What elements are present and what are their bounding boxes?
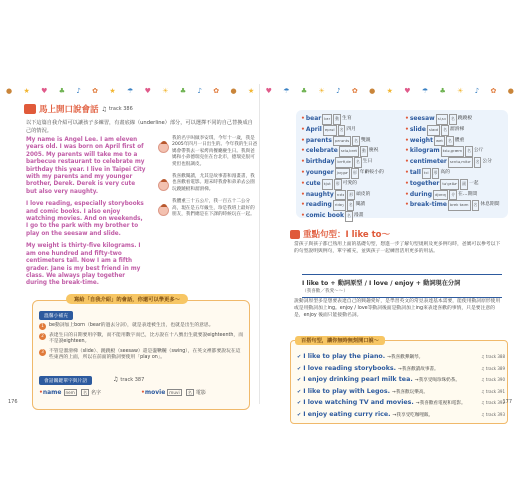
- vocab-chinese: 四月: [346, 126, 356, 132]
- intro-text: 以下這篇自我介紹可以讓孩子多練習，有畫底線（underline）部分，可以選擇不同的自己替換成自己的情況。: [26, 120, 253, 134]
- track-label: track 388: [485, 354, 505, 359]
- vocab-english: naughty: [305, 190, 334, 198]
- vocab-pos: 動: [360, 146, 368, 157]
- music-icon: ♪: [474, 87, 480, 95]
- tip-text: 不管是溜滑梯（slide）、蹺蹺板（seesaw）還是盪鞦韆（swing），在英文裡都要說玩在這些東西的上面，所以在前面的動詞要使用「play on」。: [49, 348, 241, 361]
- audio-track[interactable]: [481, 377, 505, 382]
- practice-sentence: [297, 399, 505, 406]
- checkmark-icon: ✔: [297, 377, 302, 383]
- pattern-heading: [290, 228, 390, 240]
- vocab-item: [301, 179, 399, 190]
- headphones-icon: ♫: [481, 354, 486, 359]
- vocab-phonetic: sɛntəˌmitɚ: [448, 157, 473, 168]
- audio-track[interactable]: [481, 400, 505, 405]
- bullet-icon: •: [301, 136, 305, 144]
- vocab-item: [301, 136, 399, 147]
- vocab-item: [301, 125, 399, 136]
- practice-sentence: [297, 411, 505, 418]
- bullet-icon: •: [301, 158, 305, 166]
- track-label: track 387: [120, 376, 145, 383]
- star-icon: ★: [386, 87, 393, 95]
- bullet-icon: •: [301, 179, 305, 187]
- vocab-item: [405, 146, 503, 157]
- girl-avatar-icon: [158, 142, 169, 153]
- vocab-pos: 形: [432, 168, 440, 179]
- vocab-item: [301, 211, 399, 222]
- page-gutter: [259, 84, 260, 404]
- vocab-phonetic: ridɪŋ: [333, 200, 346, 211]
- vocab-chinese: 漫畫: [353, 213, 364, 219]
- track-label: track 390: [485, 377, 505, 382]
- headphones-icon: ♫: [481, 388, 486, 394]
- track-label: track 389: [485, 365, 505, 371]
- vocab-item: [301, 200, 399, 211]
- vocab-item: [405, 168, 503, 179]
- music-icon: ♪: [197, 87, 202, 95]
- vocab-phonetic: kɪləˌgræm: [441, 146, 464, 157]
- umbrella-icon: ☂: [421, 87, 429, 95]
- bullet-icon: •: [405, 115, 409, 122]
- audio-track[interactable]: [481, 412, 505, 417]
- flag-icon: [24, 104, 36, 114]
- vocab-pos: 介: [449, 190, 457, 201]
- story-translation: [158, 136, 258, 224]
- vocab-phonetic: təˈgɛðɚ: [440, 179, 459, 190]
- bullet-icon: •: [301, 201, 305, 209]
- umbrella-icon: ☂: [283, 87, 290, 95]
- vocab-phonetic: tɔl: [422, 168, 431, 179]
- sentence-chinese: →我喜歡讀故事書。: [398, 366, 439, 372]
- bullet-icon: •: [301, 168, 305, 176]
- vocab-english: seesaw: [409, 115, 435, 122]
- practice-banner: 百搭句型，讓你無時無刻開口說～: [295, 336, 385, 345]
- vocab-item: [301, 168, 399, 179]
- audio-track[interactable]: [102, 106, 133, 113]
- vocab-item: [405, 157, 503, 168]
- vocab-phonetic: brek taɪm: [448, 200, 471, 211]
- vocab-chinese: 在…期間: [458, 191, 478, 197]
- pattern-note: 說動詞原型多是想要表達自己的興趣愛好，是學習英文的常見表達基本需要，能使用動詞原形使用或是用動詞加上ing。enjoy / love等動詞後面是動詞加上ing來表達喜歡的事情，只是要注意的是，enjoy 後面只能接動名詞。: [294, 299, 501, 318]
- bear-icon: ●: [6, 87, 13, 95]
- sentence-english: I like to play the piano.: [303, 353, 386, 360]
- vocab-phonetic: bɝθˌde: [335, 157, 352, 168]
- sentence-english: I enjoy eating curry rice.: [303, 410, 391, 418]
- vocab-phonetic: pɛrənts: [333, 136, 351, 147]
- vocab-chinese: 生日: [362, 159, 373, 165]
- audio-track[interactable]: [481, 354, 505, 359]
- track-label: track 392: [485, 400, 505, 405]
- music-icon: ♪: [76, 87, 81, 95]
- vocab-chinese: 頑皮的: [355, 191, 371, 197]
- page-number: 177: [502, 399, 512, 405]
- vocab-item: [405, 136, 503, 147]
- audio-track[interactable]: [113, 376, 144, 383]
- tip-text: be動詞加上born（bear的過去分詞），就是表達被生出，也就是出生的意思。: [49, 323, 214, 328]
- vocab-english: reading: [305, 201, 332, 209]
- practice-sentence: [297, 388, 505, 395]
- formula-sub: （我喜歡／我愛～～）: [302, 289, 348, 294]
- tip-item: [39, 323, 244, 330]
- vocab-chinese: 生育: [342, 116, 352, 121]
- vocab-english: bear: [305, 115, 322, 122]
- headphones-icon: ♫: [481, 365, 486, 371]
- sentence-english: I like to play with Legos.: [303, 387, 391, 395]
- vocab-english: parents: [305, 136, 332, 144]
- vocab-chinese: 慶祝: [368, 148, 379, 154]
- bullet-icon: •: [405, 190, 409, 198]
- headphones-icon: ♫: [101, 105, 107, 113]
- sentence-chinese: →我喜歡玩樂高。: [392, 389, 429, 395]
- vocab-row: [39, 389, 206, 396]
- vocab-chinese: 體重: [454, 137, 465, 143]
- vocab-english: celebrate: [305, 147, 338, 155]
- page-number: 176: [8, 399, 18, 405]
- leaf-icon: ♣: [439, 87, 446, 95]
- bullet-icon: •: [405, 201, 409, 209]
- formula-box: [302, 274, 502, 298]
- practice-sentence: [297, 353, 505, 360]
- vocab-chinese: 蹺蹺板: [457, 116, 473, 121]
- number-badge: 1: [39, 323, 46, 330]
- tips-list: [39, 323, 244, 365]
- heart-icon: ♥: [41, 87, 48, 95]
- bullet-icon: •: [405, 136, 409, 144]
- vocab-phonetic: siˌsɔ: [436, 114, 448, 125]
- vocab-phonetic: eprəl: [323, 125, 337, 136]
- sun-icon: ☀: [162, 87, 169, 95]
- vocab-pos: 名: [352, 136, 360, 147]
- number-badge: 2: [39, 333, 46, 340]
- section-title: 馬上開口說會話: [39, 105, 99, 115]
- number-badge: 3: [39, 349, 46, 356]
- sun-icon: ☀: [318, 87, 325, 95]
- translation-text: 我體重三十五公斤，我一百五十二公分高，現在是五年級生，珍是我班上最好的朋友，我們總是在下課的時候玩在一起。: [172, 199, 255, 218]
- vocab-english: centimeter: [409, 158, 447, 166]
- heart-icon: ♥: [144, 87, 151, 95]
- translation-text: 我的名字叫做李安琪，今年十一歲，我是2005年四月一日出生的。今年我的生日爸媽會帶我去一家烤肉餐廳慶生日。我與爸媽和小弟德瑞克住在台北市，德瑞克很可愛但也很調皮。: [172, 136, 258, 167]
- bullet-icon: •: [405, 125, 409, 133]
- translation-paragraph: [158, 199, 258, 218]
- vocab-pos: 名: [465, 146, 473, 157]
- vocab-pos: 名: [354, 157, 362, 168]
- pattern-title: 重點句型：I like to～: [303, 230, 391, 240]
- checkmark-icon: ✔: [297, 354, 302, 360]
- tip-item: [39, 333, 244, 346]
- section-heading: [24, 103, 133, 115]
- girl-avatar-icon: [158, 180, 169, 191]
- tip-text: 表達生日的日期要用序數，而不能用數字而已，比方說在十八號出生就要說eighteenth，而不是說eighteen。: [49, 333, 244, 345]
- tip-item: [39, 349, 244, 362]
- vocab-phonetic: jʌŋgɚ: [335, 168, 350, 179]
- formula-main: I like to + 動詞原型 / I love / enjoy + 動詞現在分詞: [302, 280, 461, 287]
- vocab-phonetic: sɛləˌbret: [339, 146, 359, 157]
- vocab-pos: 名: [446, 136, 454, 147]
- vocab-pos: 名: [345, 211, 353, 222]
- vocab-label: 會話關鍵單字與片語: [39, 376, 92, 385]
- story-paragraph: My name is Angel Lee. I am eleven years old. I was born on April first of 2005. My parents will take me to a barbecue restaurant to celebrate my birthday this year. I live in Taipei City with my parents and my younger brother, Derek. Derek is very cute but also very naughty.: [26, 137, 146, 195]
- vocab-chinese: 雙親: [360, 137, 371, 143]
- heart-icon: ♥: [404, 87, 411, 95]
- vocab-item: [405, 200, 503, 211]
- checkmark-icon: ✔: [297, 365, 302, 372]
- leaf-icon: ♣: [300, 87, 308, 95]
- tips-box: [32, 300, 250, 410]
- translation-paragraph: [158, 174, 258, 193]
- vocab-english: younger: [305, 168, 334, 176]
- vocab-pos: 形: [351, 168, 359, 179]
- checkmark-icon: ✔: [297, 388, 302, 395]
- vocab-pos: 動: [333, 114, 341, 125]
- vocab-chinese: 年齡較小的: [359, 169, 384, 175]
- track-label: track 391: [485, 388, 505, 394]
- vocab-pos: 名: [347, 200, 355, 211]
- practice-box: [290, 340, 508, 424]
- headphones-icon: ♫: [481, 377, 486, 382]
- flower-icon: ✿: [351, 87, 358, 95]
- vocab-chinese: 休息期間: [480, 202, 500, 208]
- vocab-phonetic: bɛr: [322, 114, 332, 125]
- practice-sentence: [297, 376, 505, 383]
- sentence-english: I love reading storybooks.: [303, 364, 397, 372]
- vocab-item: [405, 125, 503, 136]
- vocab-chinese: 可愛的: [342, 180, 357, 186]
- story-paragraph: My weight is thirty-five kilograms. I am one hundred and fifty-two centimeters tall. Now I am a fifth grader. Jane is my best friend in my class. We always play together during the break-time.: [26, 243, 141, 287]
- left-page: [8, 78, 258, 408]
- vocab-item: [405, 114, 503, 125]
- vocab-item: [301, 157, 399, 168]
- sentence-chinese: →我享受喝珍珠奶茶。: [414, 378, 460, 383]
- vocab-english: kilogram: [409, 147, 440, 155]
- vocab-pos: 名: [449, 114, 457, 125]
- bullet-icon: •: [301, 125, 305, 133]
- vocab-english: comic book: [305, 212, 345, 220]
- vocab-pos: 名: [472, 200, 480, 211]
- bear-icon: ●: [230, 87, 237, 95]
- vocab-item: [405, 190, 503, 201]
- sentence-chinese: →我享受吃咖哩飯。: [392, 412, 434, 418]
- bullet-icon: •: [405, 168, 409, 176]
- flag-icon: [290, 230, 300, 239]
- vocab-pos: 名: [474, 157, 482, 168]
- sentence-english: I love watching TV and movies.: [303, 399, 414, 406]
- vocab-english: birthday: [305, 158, 335, 166]
- vocab-english: break-time: [409, 201, 447, 209]
- heart-icon: ♥: [265, 87, 272, 95]
- bullet-icon: •: [301, 115, 305, 122]
- translation-paragraph: [158, 136, 258, 168]
- vocab-chinese: 公分: [482, 159, 492, 165]
- vocab-english: slide: [409, 125, 426, 133]
- vocab-english: April: [305, 125, 322, 133]
- vocab-english: weight: [409, 136, 433, 144]
- flower-icon: ✿: [490, 87, 497, 95]
- girl-avatar-icon: [158, 205, 169, 216]
- vocab-chinese: 溜滑梯: [449, 126, 465, 132]
- vocab-pos: 名: [338, 125, 346, 136]
- vocab-phonetic: nɔtɪ: [335, 190, 346, 201]
- vocab-english: during: [409, 190, 432, 198]
- star-icon: ★: [109, 87, 116, 95]
- headphones-icon: ♫: [113, 376, 119, 383]
- sentence-chinese: →我喜歡彈鋼琴。: [387, 355, 424, 360]
- bullet-icon: •: [405, 147, 409, 155]
- bear-icon: ●: [507, 87, 514, 95]
- checkmark-icon: ✔: [297, 411, 302, 418]
- sun-icon: ☀: [457, 87, 464, 95]
- story-english: [26, 137, 146, 293]
- vocab-english: together: [409, 179, 440, 187]
- headphones-icon: ♫: [481, 400, 486, 405]
- star-icon: ★: [247, 87, 255, 95]
- vocab-item: [301, 190, 399, 201]
- track-label: track 386: [108, 106, 133, 112]
- vocab-grid: [296, 110, 508, 218]
- bullet-icon: •: [301, 212, 305, 220]
- checkmark-icon: ✔: [297, 400, 302, 406]
- vocab-phonetic: wet: [434, 136, 445, 147]
- bullet-icon: •: [405, 158, 409, 166]
- vocab-english: tall: [409, 168, 421, 176]
- flower-icon: ✿: [213, 87, 220, 95]
- vocab-chinese: 公斤: [473, 148, 484, 154]
- audio-track[interactable]: [481, 389, 505, 394]
- star-icon: ★: [23, 87, 30, 95]
- practice-sentence: [297, 365, 505, 372]
- vocab-item: [301, 114, 399, 125]
- bullet-icon: •: [405, 179, 409, 187]
- audio-track[interactable]: [481, 366, 505, 371]
- umbrella-icon: ☂: [126, 87, 134, 95]
- vocab-pos: 形: [347, 190, 355, 201]
- leaf-icon: ♣: [58, 87, 65, 95]
- sentence-english: I enjoy drinking pearl milk tea.: [303, 376, 413, 383]
- leaf-icon: ♣: [179, 87, 187, 95]
- sentence-chinese: →我喜歡看電視和電影。: [415, 401, 466, 406]
- bear-icon: ●: [369, 87, 376, 95]
- bullet-icon: •: [301, 190, 305, 198]
- vocab-pos: 形: [334, 179, 342, 190]
- vocab-word: •name nem 名 名字: [39, 389, 102, 396]
- story-paragraph: I love reading, especially storybooks and comic books. I also enjoy watching movies. And on weekends, I go to the park with my brother to play on the seesaw and slide.: [26, 201, 144, 237]
- flower-icon: ✿: [92, 87, 99, 95]
- music-icon: ♪: [336, 87, 341, 95]
- vocab-chinese: 高的: [440, 169, 450, 175]
- right-page: [262, 78, 512, 418]
- translation-text: 我喜歡閱讀，尤其是故事書和漫畫書，我也喜歡看電影。週末時我會和弟弟去公園玩蹺蹺板和溜滑梯。: [172, 174, 255, 192]
- vocab-word: •movie muvi 名 電影: [141, 389, 206, 396]
- vocab-phonetic: slaɪd: [427, 125, 440, 136]
- vocab-chinese: 一起: [468, 180, 479, 186]
- tips-label: 溫馨小補充: [39, 311, 73, 320]
- vocab-phonetic: kjut: [322, 179, 333, 190]
- bullet-icon: •: [301, 147, 305, 155]
- headphones-icon: ♫: [481, 411, 486, 417]
- pattern-intro: 當孩子與孩子都已熟用上面的基礎句型，想進一步了解句型規則及更多例句時，爸媽可以參考以下的句型說明與例句，單字補充，並與孩子一起練習活用更多的用法。: [294, 242, 501, 254]
- tips-banner: 寫給「自我介紹」的會話，你還可以學更多～: [66, 294, 188, 304]
- track-label: track 393: [485, 411, 505, 417]
- vocab-english: cute: [305, 179, 321, 187]
- vocab-phonetic: djʊrɪŋ: [433, 190, 448, 201]
- vocab-chinese: 閱讀: [355, 202, 366, 208]
- vocab-item: [301, 146, 399, 157]
- vocab-pos: 副: [460, 179, 468, 190]
- vocab-pos: 名: [441, 125, 449, 136]
- vocab-item: [405, 179, 503, 190]
